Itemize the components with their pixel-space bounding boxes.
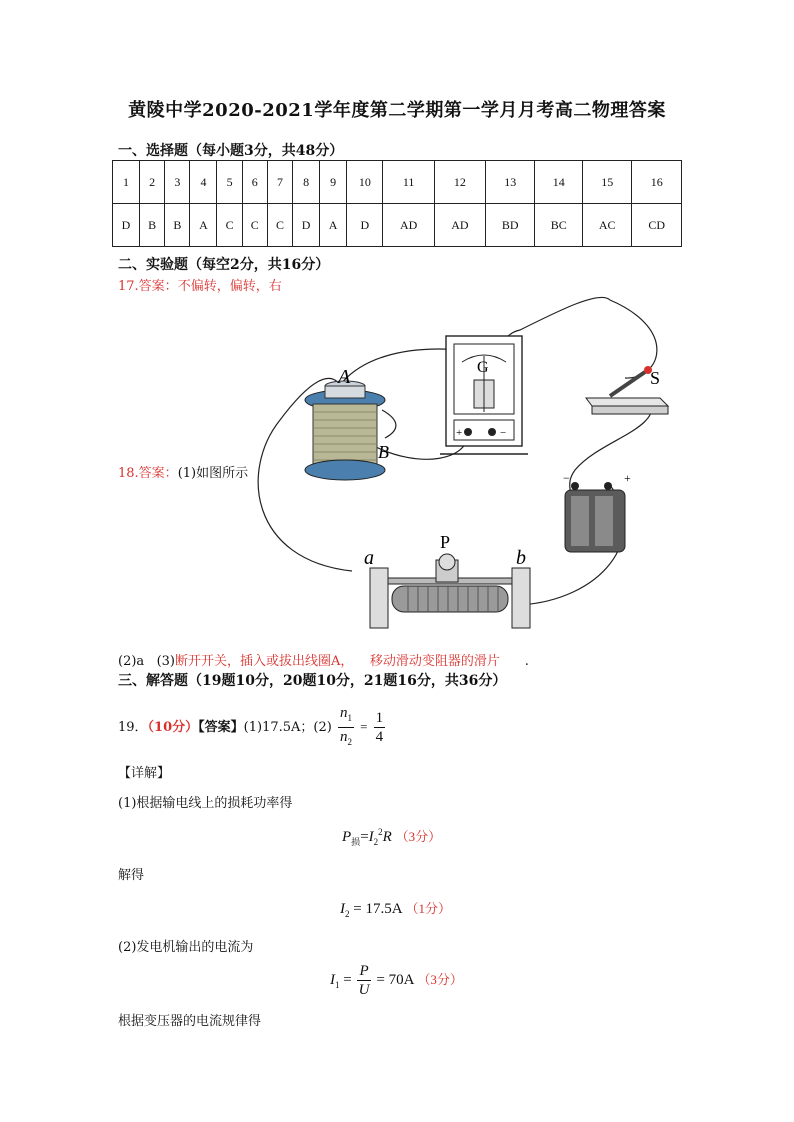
ratio-num: 1	[375, 710, 384, 726]
g-plus: +	[456, 427, 463, 439]
q18-end: .	[524, 654, 529, 669]
q19-ans1: (1)17.5A；(2)	[243, 720, 332, 735]
step1-text: (1)根据输电线上的损耗功率得	[118, 796, 293, 811]
question-number-cell: 16	[632, 161, 682, 204]
question-number-cell: 1	[113, 161, 140, 204]
ratio-n1-n2: $\frac{n_1}{n_2}$	[339, 705, 352, 747]
answer-cell: A	[320, 204, 347, 247]
q18-part3-a: 断开开关，插入或拔出线圈A，	[175, 654, 354, 669]
q17-label: 17.答案：	[118, 279, 178, 294]
question-number-cell: 4	[190, 161, 217, 204]
label-b-rheo: b	[516, 547, 526, 569]
question-number-cell: 11	[383, 161, 434, 204]
step2-text: (2)发电机输出的电流为	[118, 940, 254, 955]
q18-text: (1)如图所示	[177, 466, 249, 481]
q17-text: 不偏转，偏转，右	[177, 279, 282, 294]
eq3-score: （3分）	[417, 971, 463, 987]
q18-part3-b: 移动滑动变阻器的滑片	[369, 654, 500, 669]
answer-cell: B	[140, 204, 165, 247]
question-number-cell: 14	[535, 161, 583, 204]
question-number-cell: 9	[320, 161, 347, 204]
page-title: 黄陵中学2020-2021学年度第二学期第一学月月考高二物理答案	[128, 100, 666, 121]
label-s: S	[650, 368, 661, 388]
answer-cell: C	[242, 204, 267, 247]
label-a-rheo: a	[364, 547, 374, 569]
q19-score: （10分）	[147, 720, 199, 735]
question-number-cell: 2	[140, 161, 165, 204]
answer-cell: BD	[486, 204, 535, 247]
answer-cell: C	[217, 204, 242, 247]
ratio-value	[374, 709, 386, 746]
q19-number: 19．	[118, 720, 148, 735]
section3-heading: 三、解答题（19题10分，20题10分，21题16分，共36分）	[118, 673, 507, 689]
eq3-value: 70A	[388, 971, 414, 988]
question-number-cell: 5	[217, 161, 242, 204]
eq-current-i1: $I_1$ = $\frac{P}{U}$ = 70A （3分）	[330, 963, 463, 998]
eq-current-i2: $I_2 = 17.5A$ （1分）	[340, 901, 451, 919]
step3-text: 根据变压器的电流规律得	[118, 1014, 262, 1029]
label-a-coil: A	[338, 366, 351, 388]
answer-cell: AC	[583, 204, 632, 247]
answer-cell: D	[113, 204, 140, 247]
question-number-cell: 15	[583, 161, 632, 204]
eq2-score: （1分）	[405, 901, 451, 916]
q18-part2: (2)a	[118, 654, 145, 669]
question-number-cell: 8	[293, 161, 320, 204]
answer-cell: A	[190, 204, 217, 247]
eq1-score: （3分）	[395, 829, 442, 844]
q19-answer: 19．（10分）【答案】(1)17.5A；(2) $\frac{n_1}{n_2}$ = $\frac{1}{4}$	[118, 704, 387, 751]
q19-tag: 【答案】	[198, 720, 244, 735]
question-number-cell: 3	[165, 161, 190, 204]
answer-cell: BC	[535, 204, 583, 247]
solve-text: 解得	[118, 868, 145, 883]
coil-a	[305, 381, 385, 480]
q18-part3-prefix: (3)	[156, 654, 175, 669]
section1-heading: 一、选择题（每小题3分，共48分）	[118, 143, 344, 159]
answer-cell: D	[347, 204, 383, 247]
battery	[563, 471, 631, 552]
answer-cell: D	[293, 204, 320, 247]
label-p: P	[440, 532, 451, 552]
label-g: G	[477, 359, 489, 376]
g-minus: −	[500, 427, 507, 439]
label-b-coil: B	[378, 442, 389, 462]
eq2-value: 17.5A	[365, 901, 402, 917]
question-number-cell: 7	[267, 161, 292, 204]
question-number-cell: 6	[242, 161, 267, 204]
galvanometer	[440, 336, 528, 454]
wire-coil-a-to-g	[340, 349, 462, 385]
answer-cell: AD	[383, 204, 434, 247]
answer-cell: B	[165, 204, 190, 247]
answer-cell: AD	[434, 204, 485, 247]
rheostat	[370, 554, 530, 628]
q18-label: 18.答案：	[118, 466, 178, 481]
answer-cell: C	[267, 204, 292, 247]
battery-plus: +	[624, 471, 631, 485]
question-number-cell: 13	[486, 161, 535, 204]
question-number-cell: 12	[434, 161, 485, 204]
q18-parts	[118, 650, 529, 669]
section2-heading: 二、实验题（每空2分，共16分）	[118, 257, 330, 273]
detail-tag: 【详解】	[118, 766, 171, 781]
battery-minus: −	[563, 471, 570, 485]
ratio-den: 4	[375, 729, 384, 745]
question-number-cell: 10	[347, 161, 383, 204]
eq-power-loss: $P_损=I_2^2R$ （3分）	[342, 827, 442, 847]
answer-cell: CD	[632, 204, 682, 247]
wire-coil-side	[382, 410, 396, 438]
